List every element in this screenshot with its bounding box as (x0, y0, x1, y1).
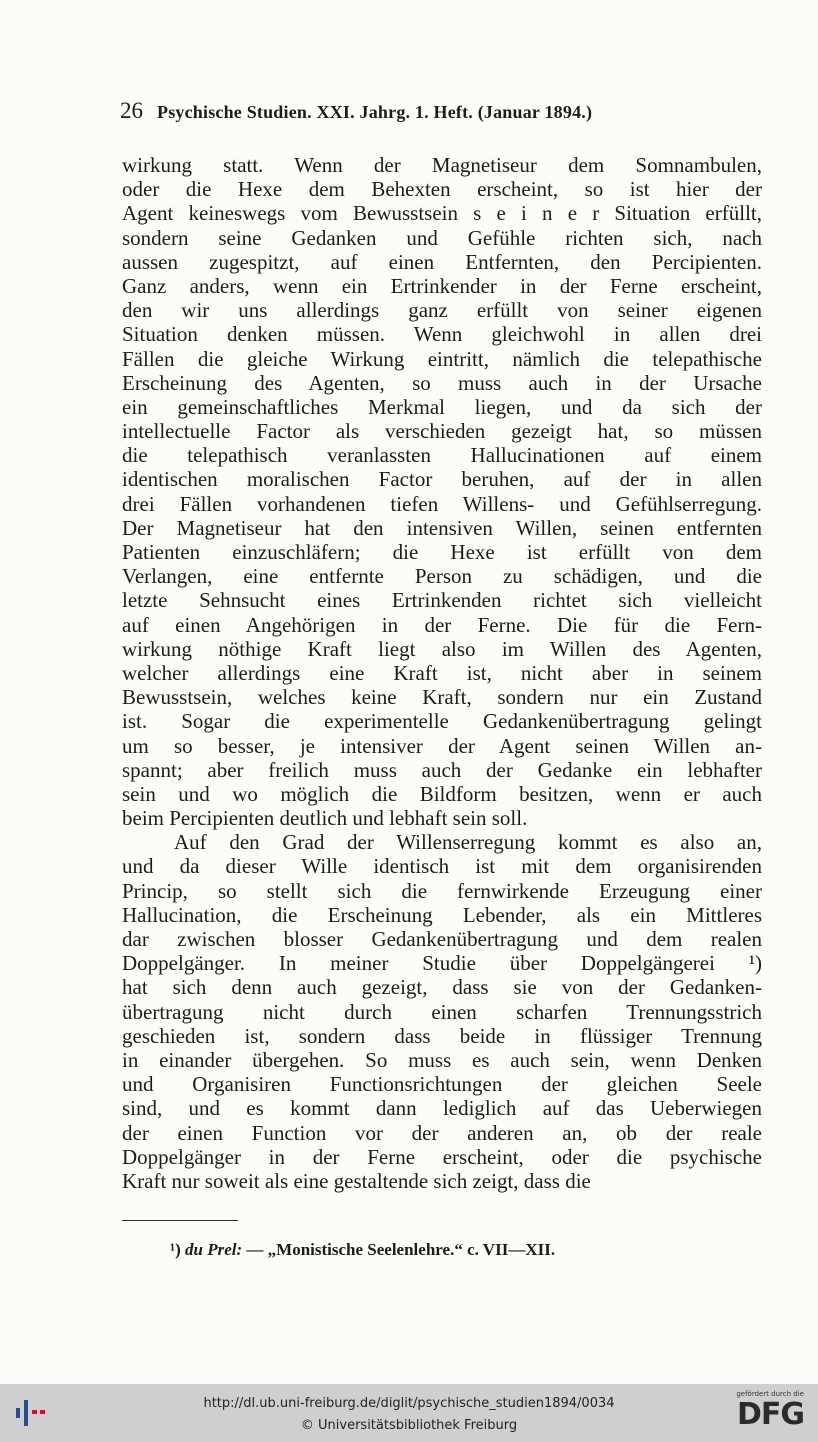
text-line: der einen Function vor der anderen an, ob der reale (122, 1120, 762, 1145)
dfg-tagline: gefördert durch die (736, 1390, 804, 1398)
text-line: Princip, so stellt sich die fernwirkende Erzeugung einer (122, 878, 762, 903)
text-line: Hallucination, die Erscheinung Lebender, als ein Mittleres (122, 902, 762, 927)
text-line: wirkung statt. Wenn der Magnetiseur dem Somnambulen, (122, 153, 762, 177)
dfg-logo (720, 1390, 810, 1438)
text-line: sein und wo möglich die Bildform besitzen, wenn er auch (122, 781, 762, 806)
text-line: und da dieser Wille identisch ist mit dem organisirenden (122, 854, 762, 879)
page-number: 26 (120, 98, 143, 123)
footnote-text: — „Monistische Seelenlehre.“ c. VII—XII. (246, 1240, 556, 1259)
text-line: Erscheinung des Agenten, so muss auch in der Ursache (122, 370, 762, 395)
text-line: Der Magnetiseur hat den intensiven Willen, seinen entfernten (122, 515, 762, 540)
running-title: Psychische Studien. XXI. Jahrg. 1. Heft. (Januar 1894.) (157, 102, 593, 122)
text-line: auf einen Angehörigen in der Ferne. Die für die Fern- (122, 612, 762, 637)
text-line: und Organisiren Functionsrichtungen der gleichen Seele (122, 1072, 762, 1097)
text-line: um so besser, je intensiver der Agent seinen Willen an- (122, 733, 762, 758)
text-line: hat sich denn auch gezeigt, dass sie von der Gedanken- (122, 975, 762, 1000)
text-line: wirkung nöthige Kraft liegt also im Willen des Agenten, (122, 636, 762, 661)
text-line: geschieden ist, sondern dass beide in flüssiger Trennung (122, 1023, 762, 1048)
text-line: spannt; aber freilich muss auch der Gedanke ein lebhafter (122, 757, 762, 782)
dfg-logo-text: DFG (736, 1397, 804, 1432)
text-line: dar zwischen blosser Gedankenübertragung und dem realen (122, 927, 762, 951)
text-line: Fällen die gleiche Wirkung eintritt, nämlich die telepathische (122, 346, 762, 371)
text-line: sondern seine Gedanken und Gefühle richten sich, nach (122, 225, 762, 250)
text-line: in einander übergehen. So muss es auch sein, wenn Denken (122, 1047, 762, 1072)
viewer-footer-bar (0, 1384, 818, 1442)
text-line: Auf den Grad der Willenserregung kommt es also an, (174, 830, 762, 855)
text-line: Verlangen, eine entfernte Person zu schädigen, und die (122, 564, 762, 589)
text-line: Agent keineswegs vom Bewusstsein s e i n e r Situation erfüllt, (122, 201, 762, 226)
running-header (120, 98, 720, 132)
text-line: die telepathisch veranlassten Hallucinationen auf einem (122, 443, 762, 468)
text-line: Kraft nur soweit als eine gestaltende sich zeigt, dass die (122, 1168, 591, 1193)
text-line: intellectuelle Factor als verschieden gezeigt hat, so müssen (122, 419, 762, 444)
text-line: welcher allerdings eine Kraft ist, nicht aber in seinem (122, 660, 762, 685)
paragraph-2 (122, 830, 762, 1193)
footnote (170, 1240, 555, 1260)
text-line: den wir uns allerdings ganz erfüllt von seiner eigenen (122, 298, 762, 323)
text-line: Patienten einzuschläfern; die Hexe ist erfüllt von dem (122, 540, 762, 564)
text-line: Doppelgänger. In meiner Studie über Doppelgängerei ¹) (122, 951, 762, 976)
body-text (122, 153, 762, 1193)
text-line: Doppelgänger in der Ferne erscheint, oder die psychische (122, 1144, 762, 1169)
text-line: beim Percipienten deutlich und lebhaft sein soll. (122, 806, 528, 831)
footnote-author: du Prel: (185, 1240, 243, 1259)
text-line: drei Fällen vorhandenen tiefen Willens- und Gefühlserregung. (122, 491, 762, 516)
footnote-rule (122, 1220, 238, 1221)
text-line: Situation denken müssen. Wenn gleichwohl in allen drei (122, 322, 762, 347)
copyright-notice: © Universitätsbibliothek Freiburg (300, 1418, 518, 1433)
text-line: letzte Sehnsucht eines Ertrinkenden richtet sich vielleicht (122, 588, 762, 613)
text-line: Ganz anders, wenn ein Ertrinkender in der Ferne erscheint, (122, 273, 762, 298)
text-line: identischen moralischen Factor beruhen, auf der in allen (122, 467, 762, 492)
text-line: übertragung nicht durch einen scharfen Trennungsstrich (122, 999, 762, 1024)
text-line: aussen zugespitzt, auf einen Entfernten, den Percipienten. (122, 249, 762, 274)
text-line: sind, und es kommt dann lediglich auf das Ueberwiegen (122, 1096, 762, 1121)
text-line: oder die Hexe dem Behexten erscheint, so ist hier der (122, 177, 762, 202)
text-line: Bewusstsein, welches keine Kraft, sondern nur ein Zustand (122, 685, 762, 710)
footnote-marker: ¹) (170, 1240, 181, 1259)
document-url[interactable]: http://dl.ub.uni-freiburg.de/diglit/psychische_studien1894/0034 (203, 1396, 615, 1411)
text-line: ein gemeinschaftliches Merkmal liegen, und da sich der (122, 394, 762, 419)
paragraph-1 (122, 153, 762, 830)
text-line: ist. Sogar die experimentelle Gedankenübertragung gelingt (122, 709, 762, 734)
